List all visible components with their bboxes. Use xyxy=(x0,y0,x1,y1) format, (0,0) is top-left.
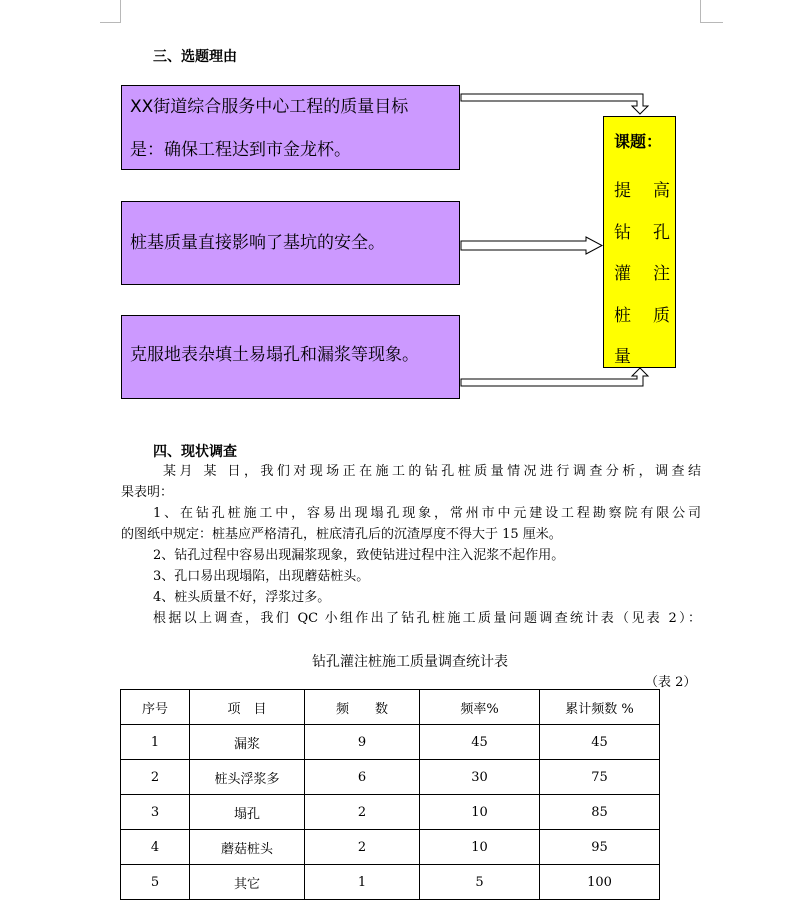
table-cell: 10 xyxy=(420,830,540,865)
table-row xyxy=(121,760,660,795)
table-row xyxy=(121,725,660,760)
table-row xyxy=(121,795,660,830)
table-cell: 蘑菇桩头 xyxy=(190,830,305,865)
reason-text-line: 克服地表杂填土易塌孔和漏浆等现象。 xyxy=(130,345,419,365)
header-cell: 序号 xyxy=(121,690,190,725)
table-title: 钻孔灌注桩施工质量调查统计表 xyxy=(312,654,508,670)
table-cell: 45 xyxy=(540,725,660,760)
table-cell: 85 xyxy=(540,795,660,830)
table-note: （表 2） xyxy=(645,675,697,690)
arrow-top xyxy=(461,94,648,114)
topic-char: 质 xyxy=(653,305,670,326)
table-cell: 漏浆 xyxy=(190,725,305,760)
table-cell: 9 xyxy=(305,725,420,760)
topic-char: 钻 xyxy=(614,222,631,243)
paragraph-line: 果表明： xyxy=(121,485,174,500)
table-row xyxy=(121,830,660,865)
header-cell: 累计频数 % xyxy=(540,690,660,725)
paragraph-line: 2、钻孔过程中容易出现漏浆现象，致使钻进过程中注入泥浆不起作用。 xyxy=(153,548,565,563)
arrow-middle xyxy=(461,237,602,254)
paragraph-line: 1、在钻孔桩施工中，容易出现塌孔现象，常州市中元建设工程勘察院有限公司 xyxy=(153,506,701,521)
reason-text-line: 是：确保工程达到市金龙杯。 xyxy=(130,140,351,160)
table-cell: 100 xyxy=(540,865,660,900)
table-cell: 桩头浮浆多 xyxy=(190,760,305,795)
table-cell: 45 xyxy=(420,725,540,760)
topic-char: 桩 xyxy=(614,305,631,326)
quality-stats-table xyxy=(120,689,660,900)
table-cell: 塌孔 xyxy=(190,795,305,830)
paragraph-line: 根据以上调查，我们 QC 小组作出了钻孔桩施工质量问题调查统计表（见表 2）： xyxy=(153,611,701,626)
section-heading-survey: 四、现状调查 xyxy=(153,444,237,460)
table-row xyxy=(121,865,660,900)
topic-char: 灌 xyxy=(614,264,631,284)
header-cell: 频 数 xyxy=(305,690,420,725)
topic-char: 孔 xyxy=(653,222,670,243)
arrow-bottom xyxy=(461,368,648,386)
topic-label: 课题： xyxy=(614,132,663,151)
table-cell: 75 xyxy=(540,760,660,795)
section-heading-reasons: 三、选题理由 xyxy=(153,49,237,65)
table-cell: 95 xyxy=(540,830,660,865)
survey-body xyxy=(121,461,701,629)
table-cell: 5 xyxy=(121,865,190,900)
table-cell: 2 xyxy=(305,830,420,865)
table-cell: 10 xyxy=(420,795,540,830)
table-cell: 其它 xyxy=(190,865,305,900)
table-cell: 1 xyxy=(305,865,420,900)
table-cell: 3 xyxy=(121,795,190,830)
reason-text-line: XX街道综合服务中心工程的质量目标 xyxy=(130,97,409,117)
flow-arrows xyxy=(0,0,796,420)
reason-text-line: 桩基质量直接影响了基坑的安全。 xyxy=(130,233,385,253)
topic-char: 量 xyxy=(614,347,631,367)
table-cell: 6 xyxy=(305,760,420,795)
table-cell: 2 xyxy=(305,795,420,830)
paragraph-line: 3、孔口易出现塌陷，出现蘑菇桩头。 xyxy=(153,569,370,584)
table-cell: 1 xyxy=(121,725,190,760)
paragraph-line: 的图纸中规定：桩基应严格清孔，桩底清孔后的沉渣厚度不得大于 15 厘米。 xyxy=(121,527,562,542)
topic-char: 提 xyxy=(614,181,631,201)
table-cell: 2 xyxy=(121,760,190,795)
table-cell: 5 xyxy=(420,865,540,900)
table-cell: 30 xyxy=(420,760,540,795)
header-cell: 频率% xyxy=(420,690,540,725)
header-cell: 项 目 xyxy=(190,690,305,725)
paragraph-line: 某月 某 日，我们对现场正在施工的钻孔桩质量情况进行调查分析，调查结 xyxy=(163,464,701,479)
topic-char: 注 xyxy=(653,264,670,284)
topic-char: 高 xyxy=(653,181,670,201)
paragraph-line: 4、桩头质量不好，浮浆过多。 xyxy=(153,590,331,605)
table-cell: 4 xyxy=(121,830,190,865)
table-header-row xyxy=(121,690,660,725)
